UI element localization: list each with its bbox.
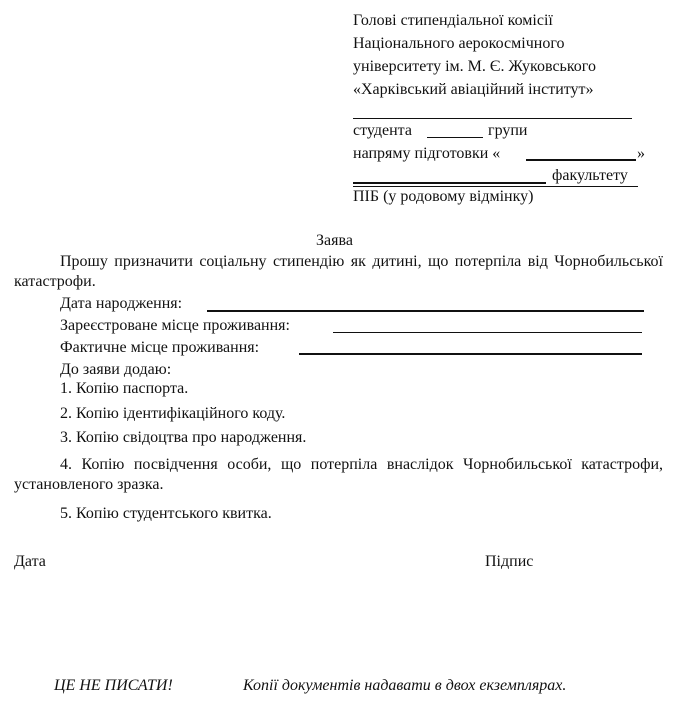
registered-residence-line[interactable] [333, 332, 642, 333]
request-text: Прошу призначити соціальну стипендію як дитині, що потерпіла від Чорнобильської катастрофи. [14, 253, 663, 290]
actual-residence-line[interactable] [299, 353, 642, 355]
faculty-label: факультету [552, 167, 628, 184]
addressee-line-2: Національного аерокосмічного [353, 35, 565, 52]
blank-line-pib[interactable] [353, 186, 638, 187]
addressee-line-4: «Харківський авіаційний інститут» [353, 81, 594, 98]
pib-label: ПІБ (у родовому відмінку) [353, 188, 534, 205]
attachment-item-4-text: 4. Копію посвідчення особи, що потерпіла внаслідок Чорнобильської катастрофи, установленого зразка. [14, 456, 663, 493]
signature-label: Підпис [485, 553, 534, 570]
blank-line-direction[interactable] [526, 159, 636, 161]
registered-residence-label: Зареєстроване місце проживання: [60, 317, 290, 334]
blank-line-name[interactable] [353, 118, 632, 119]
group-label: групи [488, 122, 528, 139]
student-label: студента [353, 122, 412, 139]
attachment-item-5: 5. Копію студентського квитка. [60, 505, 272, 522]
addressee-line-1: Голові стипендіальної комісії [353, 12, 553, 29]
request-paragraph [14, 252, 663, 292]
copies-note: Копії документів надавати в двох екземплярах. [243, 677, 567, 694]
attachments-intro: До заяви додаю: [60, 361, 172, 378]
attachment-item-1: 1. Копію паспорта. [60, 380, 189, 397]
document-title: Заява [316, 232, 353, 249]
birth-date-line[interactable] [207, 310, 644, 312]
blank-line-group-number[interactable] [427, 137, 483, 138]
actual-residence-label: Фактичне місце проживання: [60, 339, 260, 356]
attachment-item-4 [14, 455, 663, 495]
date-label: Дата [14, 553, 46, 570]
blank-line-faculty[interactable] [353, 182, 546, 184]
direction-close-quote: » [637, 145, 645, 162]
attachment-item-3: 3. Копію свідоцтва про народження. [60, 429, 307, 446]
birth-date-label: Дата народження: [60, 295, 183, 312]
attachment-item-2: 2. Копію ідентифікаційного коду. [60, 405, 286, 422]
addressee-line-3: університету ім. М. Є. Жуковського [353, 58, 596, 75]
direction-label: напряму підготовки « [353, 145, 501, 162]
do-not-write-note: ЦЕ НЕ ПИСАТИ! [54, 677, 173, 694]
